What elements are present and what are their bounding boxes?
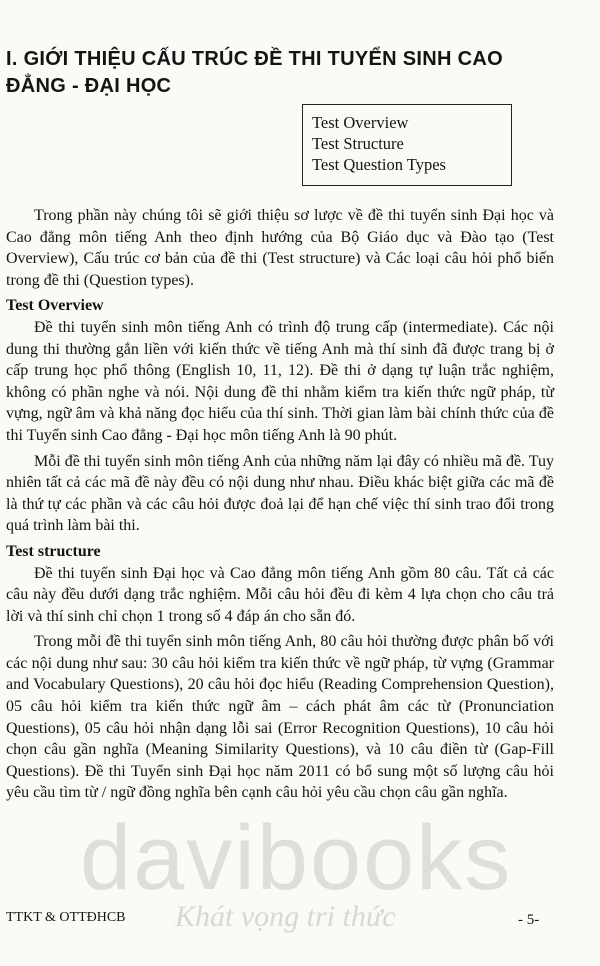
section-heading-overview: Test Overview: [6, 297, 104, 315]
outline-item-question-types: Test Question Types: [312, 155, 446, 174]
body-text: [6, 205, 554, 808]
watermark-logo: davibooks: [80, 807, 513, 909]
watermark-slogan: Khát vọng tri thức: [175, 900, 396, 933]
footer-publisher: TTKT & OTTĐHCB: [6, 910, 126, 925]
overview-paragraph-2: Mỗi đề thi tuyển sinh môn tiếng Anh của những năm lại đây có nhiều mã đề. Tuy nhiên tất cả các mã đề này đều có nội dung như nhau. Điều khác biệt giữa các mã đề là thứ tự các phần và các câu hỏi được đoả lại để hạn chế việc thí sinh trao đổi trong quá trình làm bài thi.: [6, 452, 554, 535]
outline-item-overview: Test Overview: [312, 113, 409, 132]
intro-paragraph: Trong phần này chúng tôi sẽ giới thiệu sơ lược về đề thi tuyển sinh Đại học và Cao đẳng môn tiếng Anh theo định hướng của Bộ Giáo dục và Đào tạo (Test Overview), Cấu trúc cơ bản của đề thi (Test structure) và Các loại câu hỏi phổ biến trong đề thi (Question types).: [6, 207, 554, 289]
outline-item-structure: Test Structure: [312, 134, 404, 153]
outline-box: [302, 104, 512, 186]
structure-paragraph-1: Đề thi tuyển sinh Đại học và Cao đẳng môn tiếng Anh gồm 80 câu. Tất cả các câu này đều dưới dạng trắc nghiệm. Mỗi câu hỏi đều đi kèm 4 lựa chọn cho câu trả lời và thí sinh chỉ chọn 1 trong số 4 đáp án cho sẵn đó.: [6, 564, 554, 625]
chapter-heading: I. GIỚI THIỆU CẤU TRÚC ĐỀ THI TUYỂN SINH CAO ĐẲNG - ĐẠI HỌC: [6, 48, 503, 97]
page-number: - 5-: [518, 912, 540, 928]
section-heading-structure: Test structure: [6, 542, 101, 560]
overview-paragraph-1: Đề thi tuyển sinh môn tiếng Anh có trình độ trung cấp (intermediate). Các nội dung thi thường gắn liền với kiến thức về tiếng Anh mà thí sinh đã được trang bị ở cấp trung học phổ thông (English 10, 11, 12). Đề thi ở dạng tự luận trắc nghiệm, không có phần nghe và nói. Nội dung đề thi nhằm kiểm tra kiến thức ngữ pháp, từ vựng, ngữ âm và khả năng đọc hiểu của thí sinh. Thời gian làm bài chính thức của đề thi Tuyển sinh Cao đẳng - Đại học môn tiếng Anh là 90 phút.: [6, 318, 554, 444]
structure-paragraph-2: Trong mỗi đề thi tuyển sinh môn tiếng Anh, 80 câu hỏi thường được phân bố với các nội dung như sau: 30 câu hỏi kiểm tra kiến thức về ngữ pháp, từ vựng (Grammar and Vocabulary Questions), 20 câu hỏi đọc hiểu (Reading Comprehension Question), 05 câu hỏi kiểm tra kiến thức ngữ âm – cách phát âm các từ (Pronunciation Questions), 05 câu hỏi nhận dạng lỗi sai (Error Recognition Questions), 10 câu hỏi chọn câu gần nghĩa (Meaning Similarity Questions), và 10 câu điền từ (Gap-Fill Questions). Đề thi Tuyển sinh Đại học năm 2011 có bổ sung một số lượng câu hỏi yêu cầu tìm từ / ngữ đồng nghĩa bên cạnh câu hỏi yêu cầu chọn câu gần nghĩa.: [6, 633, 554, 802]
